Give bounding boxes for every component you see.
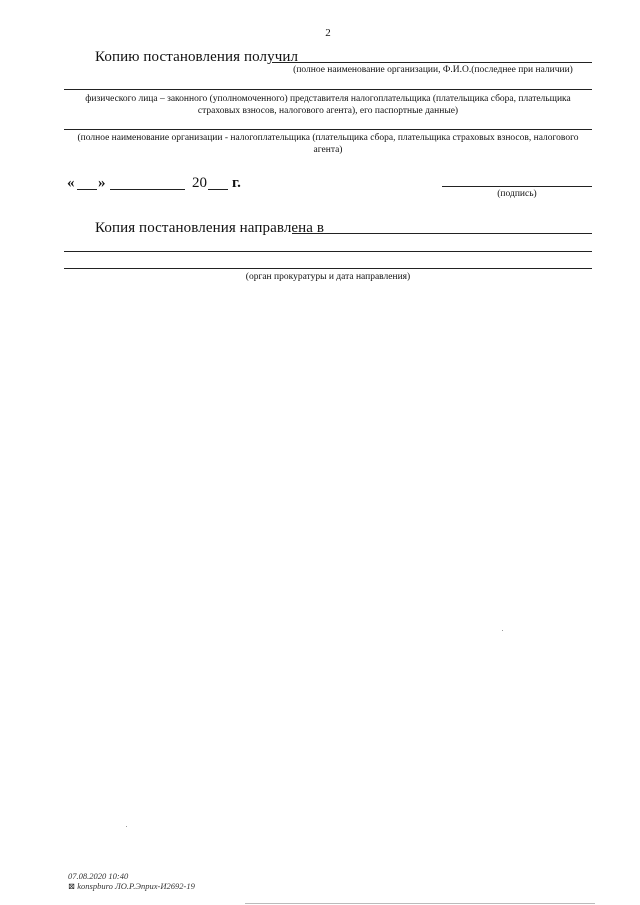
- date-year-line[interactable]: [208, 189, 228, 190]
- scan-speck: [126, 826, 127, 827]
- received-caption-1: (полное наименование организации, Ф.И.О.(последнее при наличии): [293, 65, 573, 75]
- sent-recipient-line[interactable]: [292, 233, 592, 234]
- sent-recipient-line-2[interactable]: [64, 251, 592, 252]
- received-caption-3-line-1: (полное наименование организации - налогоплательщика (плательщика сбора, плательщика страховых взносов, налогового: [77, 133, 579, 143]
- received-caption-3: [64, 132, 592, 156]
- received-caption-2-line-2: страховых взносов, налогового агента), его паспортные данные): [197, 106, 459, 116]
- signature-caption: (подпись): [497, 189, 537, 199]
- received-name-line[interactable]: [272, 62, 592, 63]
- date-month-line[interactable]: [110, 189, 185, 190]
- received-label: Копию постановления получил: [95, 49, 299, 65]
- bottom-edge-line: [245, 903, 595, 904]
- received-caption-2: [64, 93, 592, 117]
- received-caption-3-line-2: агента): [313, 145, 343, 155]
- date-year-suffix: г.: [232, 175, 241, 191]
- date-day-line[interactable]: [77, 189, 97, 190]
- date-open-quote: «: [67, 175, 75, 191]
- footer-file-ref: ⊠ konspburo ЛО.Р.Эприх-И2692-19: [68, 881, 195, 891]
- sent-recipient-line-3[interactable]: [64, 268, 592, 269]
- sent-label: Копия постановления направлена в: [95, 220, 325, 236]
- date-close-quote: »: [98, 175, 106, 191]
- signature-line[interactable]: [442, 186, 592, 187]
- date-year-prefix: 20: [192, 175, 207, 191]
- footer-timestamp: 07.08.2020 10:40: [68, 871, 129, 881]
- scan-speck: [502, 630, 503, 631]
- organization-line[interactable]: [64, 129, 592, 130]
- sent-caption: (орган прокуратуры и дата направления): [245, 272, 411, 282]
- received-caption-2-line-1: физического лица – законного (уполномоченного) представителя налогоплательщика (плательщика сбора, плательщика: [85, 94, 571, 104]
- page-number: 2: [325, 27, 331, 39]
- received-name-line-2[interactable]: [64, 89, 592, 90]
